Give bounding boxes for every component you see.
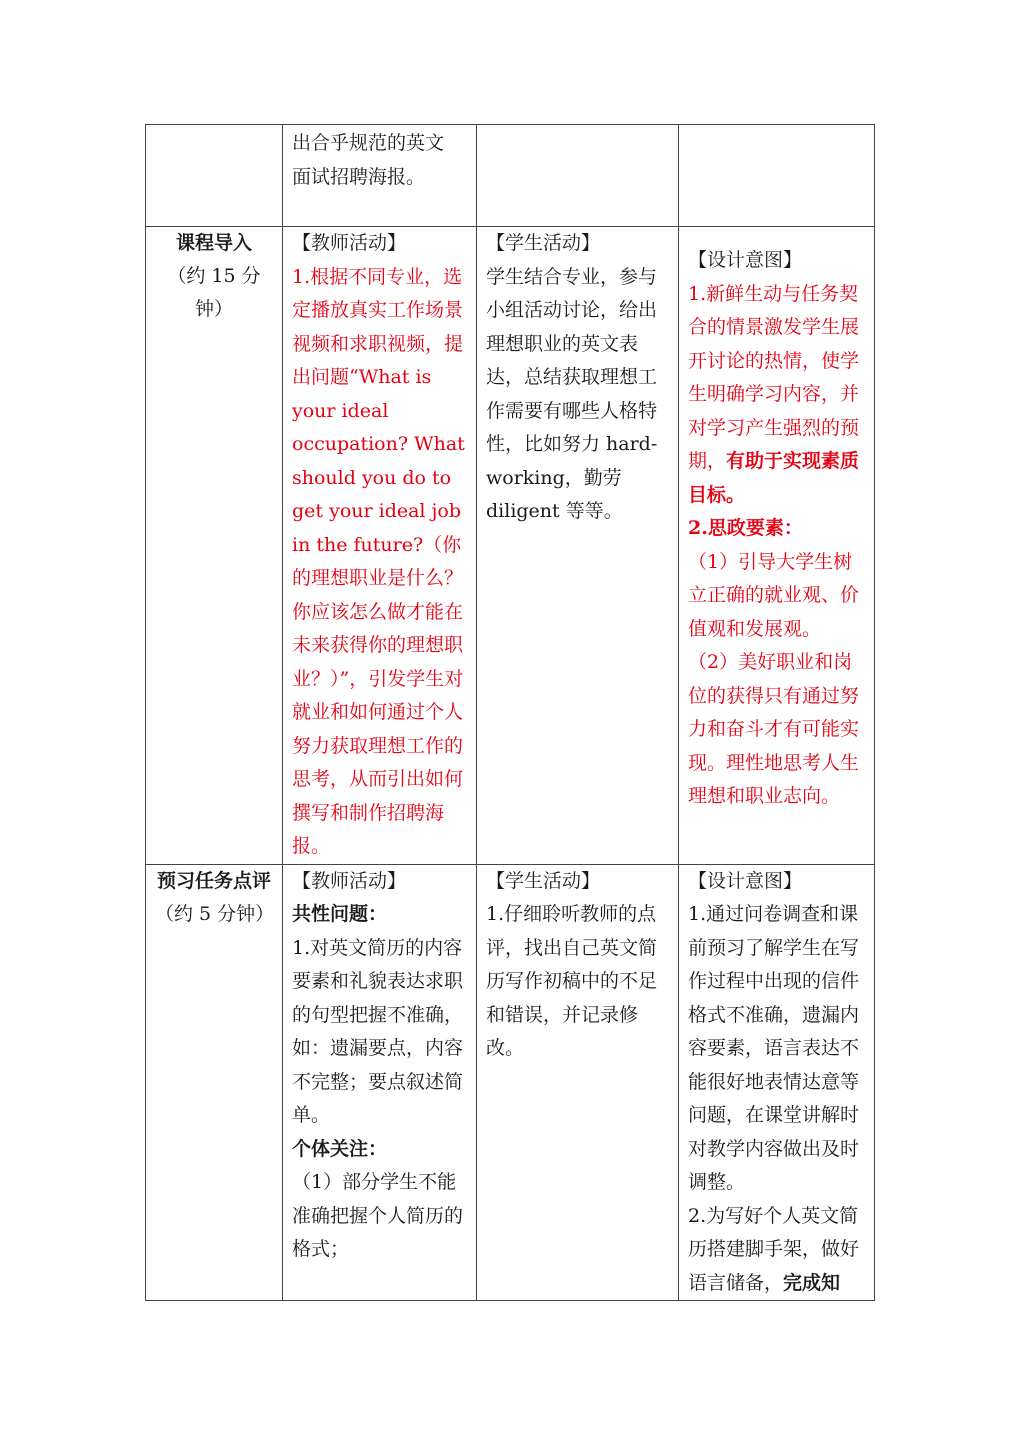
- stage-label-cell: [146, 227, 283, 865]
- table-cell: [477, 125, 679, 227]
- student-activity-text: 1.仔细聆听教师的点评，找出自己英文简历写作初稿中的不足和错误，并记录修改。: [486, 903, 658, 1059]
- stage-title: 预习任务点评: [156, 869, 271, 892]
- student-activity-cell: [477, 864, 679, 1301]
- design-intent-cell: [679, 227, 875, 865]
- stage-time: （约 15 分钟）: [167, 265, 261, 320]
- stage-time: （约 5 分钟）: [155, 902, 275, 925]
- section-header: 【设计意图】: [688, 869, 803, 892]
- table-cell: [283, 125, 477, 227]
- design-intent-paragraph: [688, 1200, 865, 1301]
- teacher-activity-cell: [283, 227, 477, 865]
- design-text: 2.为写好个人英文简历搭建脚手架，做好语言储备，: [688, 1204, 860, 1294]
- section-header: 【学生活动】: [486, 232, 601, 254]
- cell-text-line: 面试招聘海报。: [292, 165, 426, 188]
- table-cell: [679, 125, 875, 227]
- common-issues-title: 共性问题：: [292, 903, 388, 925]
- design-text-bold: 有助于实现素质目标。: [688, 450, 860, 506]
- lesson-plan-table: [145, 124, 875, 1301]
- table-row: [146, 227, 875, 865]
- stage-label-cell: [146, 864, 283, 1301]
- table-row: [146, 125, 875, 227]
- student-activity-text: 学生结合专业，参与小组活动讨论，给出理想职业的英文表达，总结获取理想工作需要有哪些人格特性，比如努力 hard-working，勤劳 diligent 等等。: [486, 265, 658, 522]
- design-intent-paragraph: 1.通过问卷调查和课前预习了解学生在写作过程中出现的信件格式不准确，遗漏内容要素，语言表达不能很好地表情达意等问题，在课堂讲解时对教学内容做出及时调整。: [688, 903, 860, 1193]
- student-activity-cell: [477, 227, 679, 865]
- table-cell: [146, 125, 283, 227]
- section-header: 【教师活动】: [292, 869, 407, 892]
- table-row: [146, 864, 875, 1301]
- ideology-title: 2.思政要素：: [688, 517, 803, 539]
- individual-focus-text: （1）部分学生不能准确把握个人简历的格式；: [292, 1171, 464, 1260]
- section-header: 【教师活动】: [292, 232, 407, 254]
- cell-text-line: 出合乎规范的英文: [292, 132, 445, 154]
- stage-title: 课程导入: [175, 232, 252, 254]
- teacher-activity-cell: [283, 864, 477, 1301]
- design-text: 1.新鲜生动与任务契合的情景激发学生展开讨论的热情，使学生明确学习内容，并对学习产生强烈的预期，: [688, 282, 860, 472]
- section-header: 【设计意图】: [688, 249, 803, 271]
- common-issues-text: 1.对英文简历的内容要素和礼貌表达求职的句型把握不准确，如：遗漏要点，内容不完整；要点叙述简单。: [292, 936, 464, 1126]
- teacher-activity-text: 1.根据不同专业，选定播放真实工作场景视频和求职视频，提出问题“What is your ideal occupation? What should you do to get your ideal job in the future?（你的理想职业是什么？你应该怎么做才能在未来获得你的理想职业？）”，引发学生对就业和如何通过个人努力获取理想工作的思考，从而引出如何撰写和制作招聘海报。: [292, 265, 465, 857]
- design-intent-cell: [679, 864, 875, 1301]
- section-header: 【学生活动】: [486, 869, 601, 892]
- individual-focus-title: 个体关注：: [292, 1137, 388, 1160]
- ideology-item: （1）引导大学生树立正确的就业观、价值观和发展观。: [688, 550, 860, 640]
- ideology-item: （2）美好职业和岗位的获得只有通过努力和奋斗才有可能实现。理性地思考人生理想和职业志向。: [688, 651, 860, 807]
- design-text-bold: 完成知: [783, 1271, 841, 1294]
- design-intent-paragraph: [688, 278, 865, 513]
